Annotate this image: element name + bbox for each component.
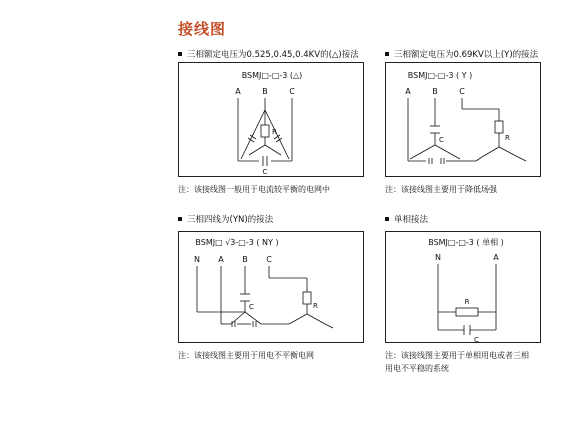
resistor-label: R [313, 302, 318, 310]
bullet-icon [178, 217, 182, 221]
resistor-label: R [272, 128, 277, 136]
terminal-c: C [266, 255, 272, 264]
section-heading-text: 三相四线为(YN)的接法 [187, 215, 274, 225]
section-heading-delta [178, 48, 359, 60]
model-label: BSMJ□-□-3 ( Y ) [407, 71, 473, 80]
section-heading-text: 三相额定电压为0.69KV以上(Y)的接法 [394, 50, 539, 60]
model-label: BSMJ□ √3-□-3 ( NY ) [195, 238, 279, 247]
terminal-n: N [435, 253, 441, 262]
note-yn: 注：该接线图主要用于用电不平衡电网 [178, 351, 314, 360]
bullet-icon [385, 217, 389, 221]
model-label: BSMJ□-□-3 ( 单相 ) [428, 238, 504, 247]
single-wiring-svg [386, 232, 542, 344]
resistor-label: R [505, 134, 510, 142]
note-line: 注：该接线图主要用于单相用电或者三相 [385, 351, 529, 360]
terminal-a: A [493, 253, 499, 262]
capacitor-label: C [262, 168, 268, 176]
single-wires [438, 264, 496, 330]
bullet-icon [178, 52, 182, 56]
capacitor-label: C [474, 336, 479, 344]
note-delta: 注：该接线图一般用于电流较平衡的电网中 [178, 185, 330, 194]
section-heading-text: 三相额定电压为0.525,0.45,0.4KV的(△)接法 [187, 50, 359, 60]
section-heading-single [385, 213, 428, 225]
model-label: BSMJ□-□-3 (△) [241, 71, 303, 80]
terminal-c: C [289, 87, 295, 96]
note-line: 用电不平稳的系统 [385, 364, 449, 373]
terminal-b: B [432, 87, 438, 96]
bullet-icon [385, 52, 389, 56]
section-heading-wye [385, 48, 538, 60]
resistor-label: R [464, 298, 470, 306]
terminal-a: A [218, 255, 224, 264]
resistor-symbol [495, 121, 503, 133]
resistor-symbol [456, 308, 478, 316]
terminal-b: B [242, 255, 248, 264]
diagram-delta [178, 62, 364, 177]
diagram-wye [385, 62, 541, 177]
terminal-a: A [405, 87, 411, 96]
terminal-b: B [262, 87, 268, 96]
yn-wires [197, 266, 333, 328]
diagram-yn [178, 231, 364, 343]
resistor-symbol [303, 292, 311, 304]
wye-wiring-svg [386, 63, 542, 178]
delta-wiring-svg [179, 63, 365, 178]
yn-wiring-svg [179, 232, 365, 344]
page-title: 接线图 [178, 20, 227, 38]
note-single [385, 349, 529, 375]
wye-wires [408, 98, 526, 161]
section-heading-yn [178, 213, 273, 225]
capacitor-symbols [464, 325, 470, 335]
terminal-n: N [194, 255, 200, 264]
note-wye: 注：该接线图主要用于降低场强 [385, 185, 497, 194]
terminal-a: A [235, 87, 241, 96]
diagram-single [385, 231, 541, 343]
capacitor-label: C [249, 303, 254, 311]
section-heading-text: 单相接法 [394, 215, 429, 225]
resistor-symbol [261, 125, 269, 137]
terminal-c: C [459, 87, 465, 96]
capacitor-label: C [439, 136, 444, 144]
capacitor-symbols [429, 126, 444, 164]
